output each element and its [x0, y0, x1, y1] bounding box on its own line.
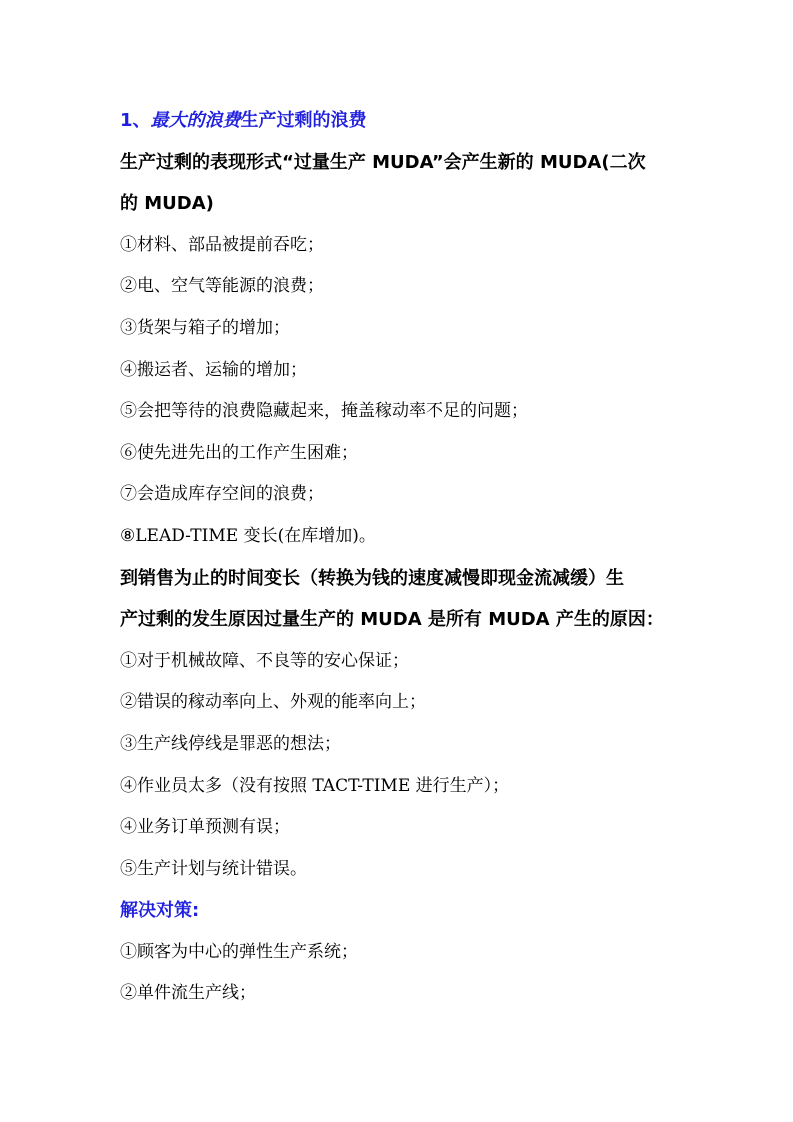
cause-line: 产过剩的发生原因过量生产的 MUDA 是所有 MUDA 产生的原因： — [120, 609, 664, 631]
section-heading — [120, 100, 680, 142]
cause-item: ①对于机械故障、不良等的安心保证； — [120, 650, 409, 671]
effect-item: ③货架与箱子的增加； — [120, 317, 290, 338]
effect-item: ⑧LEAD-TIME 变长(在库增加)。 — [120, 525, 376, 546]
heading-italic: 最大的浪费 — [150, 110, 241, 131]
effect-item: ⑤会把等待的浪费隐藏起来，掩盖稼动率不足的问题； — [120, 401, 528, 422]
cause-item: ②错误的稼动率向上、外观的能率向上； — [120, 692, 426, 713]
document-page — [120, 100, 680, 1015]
solutions-heading: 解决对策: — [120, 900, 200, 922]
effect-item: ⑦会造成库存空间的浪费； — [120, 484, 324, 505]
effect-item: ②电、空气等能源的浪费； — [120, 276, 324, 297]
cause-item: ⑤生产计划与统计错误。 — [120, 858, 307, 879]
intro-line: 的 MUDA) — [120, 193, 214, 215]
solution-item: ①顾客为中心的弹性生产系统； — [120, 941, 358, 962]
effect-item: ⑥使先进先出的工作产生困难； — [120, 442, 358, 463]
heading-rest: 生产过剩的浪费 — [240, 110, 367, 131]
cause-item: ③生产线停线是罪恶的想法； — [120, 733, 341, 754]
effect-item: ④搬运者、运输的增加； — [120, 359, 307, 380]
effect-item: ①材料、部品被提前吞吃； — [120, 234, 324, 255]
cause-item: ④业务订单预测有误； — [120, 817, 290, 838]
cause-item: ④作业员太多（没有按照 TACT-TIME 进行生产）； — [120, 775, 510, 796]
solution-item: ②单件流生产线； — [120, 983, 256, 1004]
heading-number: 1、 — [120, 110, 151, 131]
cause-line: 到销售为止的时间变长（转换为钱的速度减慢即现金流减缓）生 — [120, 567, 624, 589]
intro-line: 生产过剩的表现形式“过量生产 MUDA”会产生新的 MUDA(二次 — [120, 151, 646, 173]
